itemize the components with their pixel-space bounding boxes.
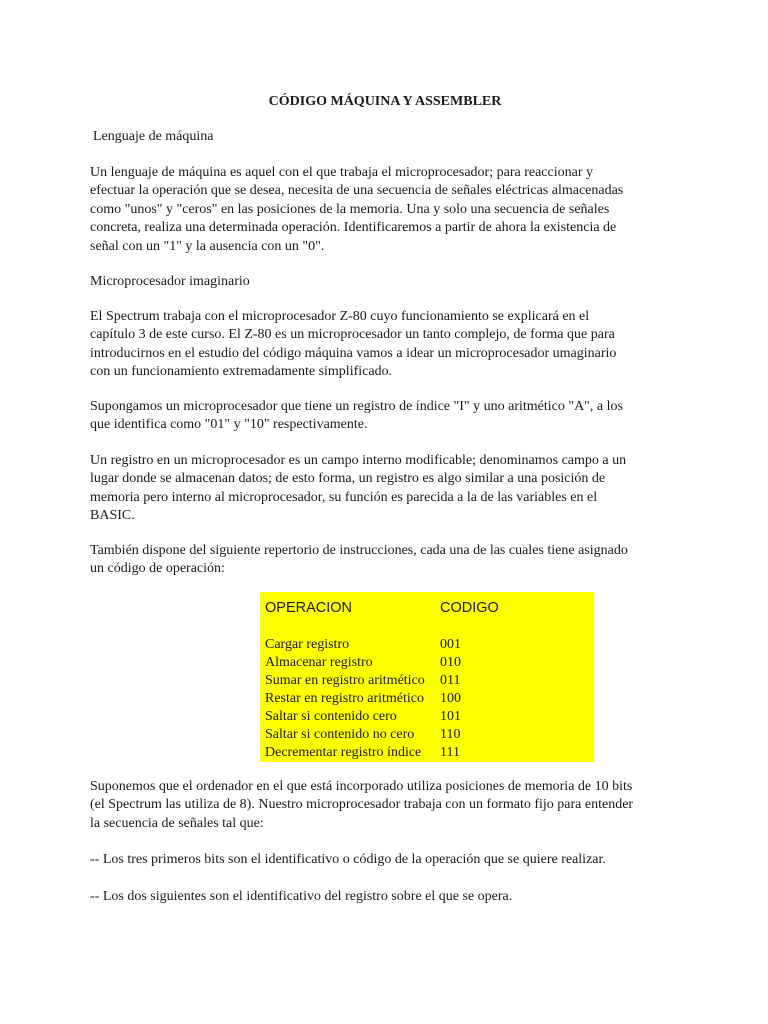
paragraph-line: lugar donde se almacenan datos; de esto forma, un registro es algo similar a una posición de [90, 471, 606, 487]
table-header-row [265, 598, 500, 636]
paragraph-line: El Spectrum trabaja con el microprocesador Z-80 cuyo funcionamiento se explicará en el [90, 309, 590, 324]
paragraph-line: (el Spectrum las utiliza de 8). Nuestro microprocesador trabaja con un formato fijo para entender [90, 797, 634, 813]
operation-code: 110 [440, 727, 461, 742]
operation-code: 011 [440, 673, 461, 688]
paragraph-line: Suponemos que el ordenador en el que está incorporado utiliza posiciones de memoria de 10 bits [90, 779, 633, 794]
paragraph-line: memoria pero interno al microprocesador, su función es parecida a la de las variables en el [90, 489, 598, 505]
operation-name: Sumar en registro aritmético [265, 673, 425, 688]
bullet-text: -- Los tres primeros bits son el identificativo o código de la operación que se quiere realizar. [90, 852, 606, 867]
paragraph-line: Un lenguaje de máquina es aquel con el que trabaja el microprocesador; para reaccionar y [90, 165, 593, 180]
table-row [265, 654, 500, 672]
section-heading-text: Lenguaje de máquina [93, 129, 214, 144]
operation-name: Almacenar registro [265, 655, 373, 670]
paragraph-line: También dispone del siguiente repertorio de instrucciones, cada una de las cuales tiene asignado [90, 543, 628, 558]
table-row [265, 690, 500, 708]
paragraph-line: introducirnos en el estudio del código máquina vamos a idear un microprocesador umaginario [90, 345, 617, 361]
table-row [265, 744, 500, 762]
table-row [265, 636, 500, 654]
header-operacion: OPERACION [265, 600, 353, 616]
operation-code: 101 [440, 709, 461, 724]
operation-name: Cargar registro [265, 637, 350, 652]
operations-table-grid [265, 598, 500, 762]
bullet-item-tres-bits [90, 851, 680, 869]
paragraph-line: como "unos" y "ceros" en las posiciones de la memoria. Una y solo una secuencia de señales [90, 201, 610, 217]
paragraph-line: que identifica como "01" y "10" respectivamente. [90, 417, 368, 433]
paragraph-line: Un registro en un microprocesador es un campo interno modificable; denominamos campo a un [90, 453, 627, 468]
operation-code: 010 [440, 655, 461, 670]
page-title: CÓDIGO MÁQUINA Y ASSEMBLER [268, 94, 502, 109]
paragraph-line: BASIC. [90, 508, 135, 524]
header-codigo: CODIGO [440, 600, 499, 616]
table-row [265, 726, 500, 744]
paragraph-lenguaje-maquina [90, 164, 680, 256]
operations-table [260, 592, 594, 762]
paragraph-line: señal con un "1" y la ausencia con un "0". [90, 238, 325, 254]
operation-name: Restar en registro aritmético [265, 691, 424, 706]
paragraph-supongamos [90, 398, 680, 435]
operation-code: 001 [440, 637, 461, 652]
table-row [265, 708, 500, 726]
paragraph-suponemos [90, 778, 680, 833]
bullet-text: -- Los dos siguientes son el identificativo del registro sobre el que se opera. [90, 889, 513, 904]
paragraph-line: efectuar la operación que se desea, necesita de una secuencia de señales eléctricas almacenadas [90, 183, 624, 199]
section-heading-microprocesador [90, 273, 680, 291]
operation-name: Saltar si contenido no cero [265, 727, 415, 742]
section-heading-lenguaje [93, 128, 683, 146]
paragraph-line: un código de operación: [90, 561, 225, 577]
operation-name: Saltar si contenido cero [265, 709, 397, 724]
paragraph-line: capítulo 3 de este curso. El Z-80 es un microprocesador un tanto complejo, de forma que para [90, 327, 615, 343]
bullet-item-dos-bits [90, 888, 680, 906]
paragraph-repertorio [90, 542, 680, 579]
paragraph-spectrum [90, 308, 680, 382]
table-row [265, 672, 500, 690]
section-heading-text: Microprocesador imaginario [90, 274, 250, 289]
operation-name: Decrementar registro índice [265, 745, 422, 760]
paragraph-line: la secuencia de señales tal que: [90, 815, 264, 831]
paragraph-registro [90, 452, 680, 526]
operation-code: 111 [440, 745, 460, 760]
operation-code: 100 [440, 691, 461, 706]
paragraph-line: Supongamos un microprocesador que tiene un registro de índice "I" y uno aritmético "A", a los [90, 399, 623, 414]
paragraph-line: concreta, realiza una determinada operación. Identificaremos a partir de ahora la existencia de [90, 220, 617, 236]
paragraph-line: con un funcionamiento extremadamente simplificado. [90, 364, 393, 380]
